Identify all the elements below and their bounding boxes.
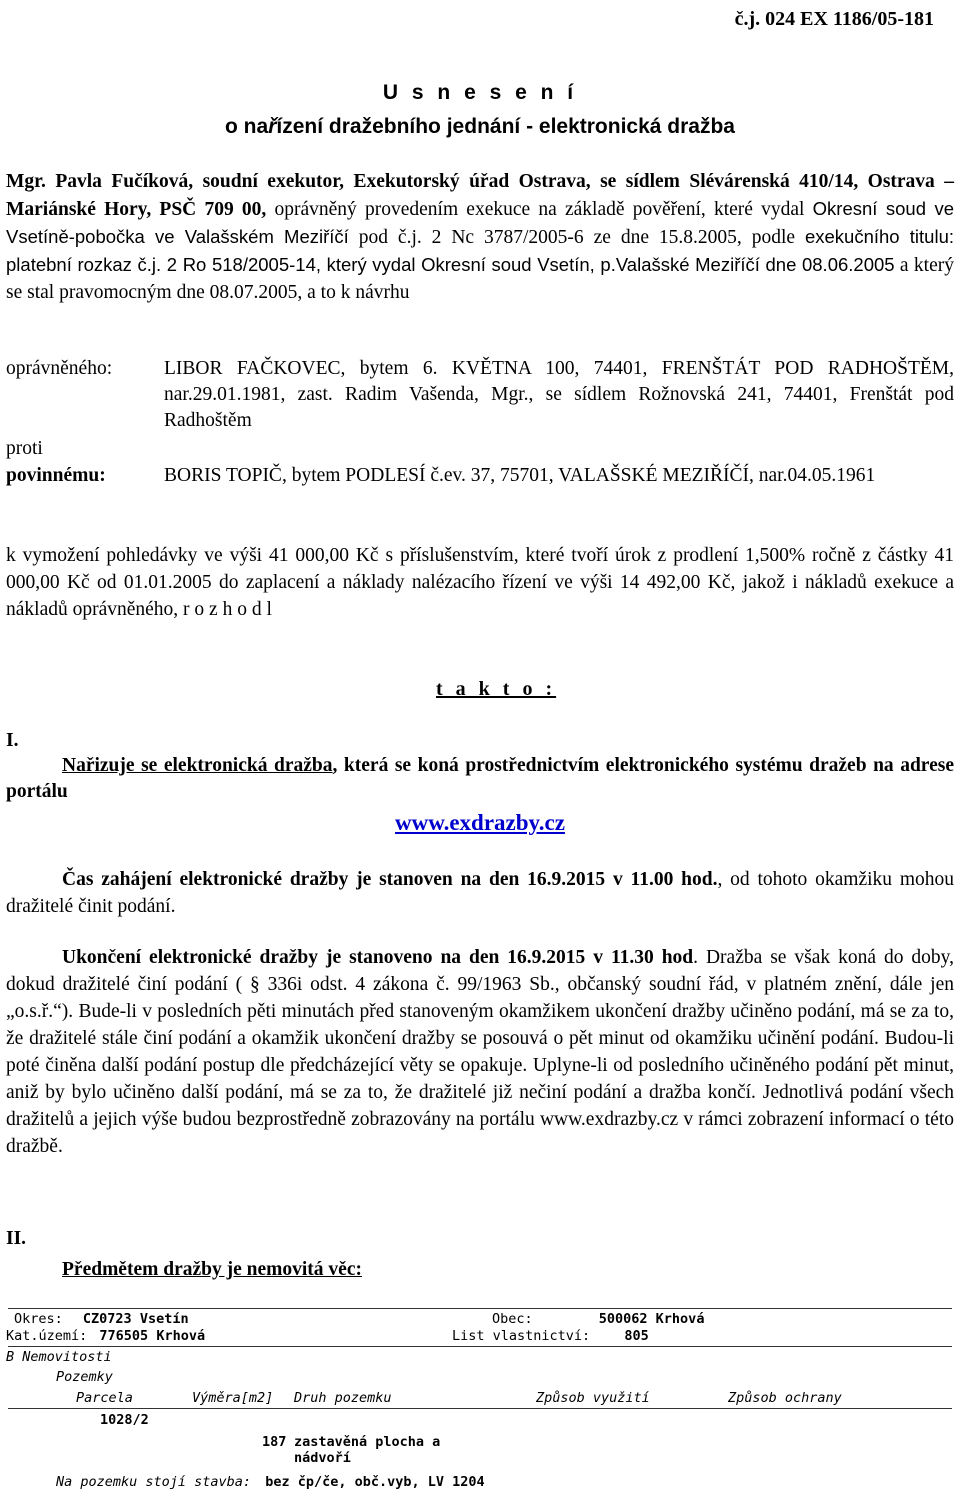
section-1-heading [6, 753, 954, 805]
intro-text: oprávněný provedením exekuce na základě pověření, které vydal [266, 199, 813, 220]
auction-start: Čas zahájení elektronické dražby je stanoven na den 16.9.2015 v 11.00 hod. [62, 869, 718, 890]
auction-order-rest: , která se koná prostřednictvím elektronického systému dražeb na adrese portálu [6, 755, 954, 802]
col-vyuziti: Způsob využití [536, 1390, 650, 1406]
col-druh: Druh pozemku [294, 1390, 392, 1406]
auction-start-paragraph [6, 866, 954, 920]
obec-value: 500062 Krhová [598, 1311, 705, 1327]
document-title: U s n e s e n í [382, 81, 578, 104]
row-druh: zastavěná plocha a nádvoří [294, 1434, 441, 1466]
lv-label: List vlastnictví: [452, 1328, 591, 1344]
intro-text: pod č.j. 2 Nc 3787/2005-6 ze dne 15.8.2005, podle [348, 227, 805, 248]
ku-label: Kat.území: [6, 1328, 88, 1344]
ku-value: 776505 Krhová [99, 1328, 206, 1344]
case-reference: č.j. 024 EX 1186/05-181 [734, 8, 934, 30]
intro-text: a který se stal pravomocným dne 08.07.2005, a to k návrhu [6, 255, 954, 303]
auction-end: Ukončení elektronické dražby je stanoveno na den 16.9.2015 v 11.30 hod [62, 947, 694, 968]
executor-identity: Mgr. Pavla Fučíková, soudní exekutor, Exekutorský úřad Ostrava, se sídlem Slévárenská 410/14, Ostrava – Mariánské Hory, PSČ 709 00, [6, 171, 954, 220]
lv-value: 805 [624, 1328, 649, 1344]
creditor-label: oprávněného: [6, 358, 113, 379]
court-name: Okresní soud ve Vsetíně-pobočka ve Valašském Meziříčí [6, 198, 955, 247]
col-vymera: Výměra[m2] [192, 1390, 274, 1406]
parcela-label: Parcela [76, 1390, 133, 1406]
obec-label: Obec: [492, 1311, 533, 1327]
stavba-value: bez čp/če, obč.vyb, LV 1204 [265, 1474, 485, 1490]
subtitle-part: o na [225, 115, 269, 138]
divider [8, 1346, 952, 1347]
auction-start-rest: , od tohoto okamžiku mohou dražitelé činit podání. [6, 869, 955, 917]
debtor-label: povinnému: [6, 465, 106, 486]
portal-link[interactable]: www.exdrazby.cz [395, 810, 565, 835]
auction-end-paragraph [6, 944, 954, 1160]
col-ochrany: Způsob ochrany [728, 1390, 842, 1406]
subtitle-part: ízení dražebního jednání - elektronická dražba [276, 115, 735, 138]
pozemky-label: Pozemky [56, 1369, 113, 1385]
b-heading: B Nemovitosti [6, 1349, 112, 1365]
row-vymera: 187 [262, 1434, 287, 1450]
stavba-label: Na pozemku stojí stavba: [56, 1474, 252, 1490]
auction-end-rest: . Dražba se však koná do doby, dokud dražitelé činí podání ( § 336i odst. 4 zákona č. 99/1963 Sb., občanský soudní řád, v platném znění, dále jen „o.s.ř.“). Bude-li v posledních pěti minutách před stanoveným okamžikem ukončení dražby učiněno podání, má se za to, že dražitelé stále činí podání a okamžik ukončení dražby se posouvá o pět minut od okamžiku učinění podání. Budou-li poté činěna další podání postup dle předcházející věty se opakuje. Uplyne-li od posledního učiněného podání pět minut, aniž by bylo učiněno další podání, má se za to, že dražitelé již nečiní podání a dražba končí. Jednotlivá podání všech dražitelů a jejich výše budou bezprostředně zobrazovány na portálu www.exdrazby.cz v rámci zobrazení informací o této dražbě. [6, 947, 955, 1157]
document-subtitle [0, 114, 960, 140]
divider [8, 1308, 952, 1309]
takto-heading: t a k t o : [436, 678, 557, 700]
section-2-number: II. [6, 1228, 27, 1249]
section-2-heading: Předmětem dražby je nemovitá věc: [62, 1259, 362, 1280]
claim-paragraph: k vymožení pohledávky ve výši 41 000,00 Kč s příslušenstvím, které tvoří úrok z prodlení 1,500% ročně z částky 41 000,00 Kč od 01.01.2005 do zaplacení a náklady nalézacího řízení ve výši 14 492,00 Kč, jakož i nákladů exekuce a nákladů oprávněného, r o z h o d l [6, 545, 954, 620]
okres-value: CZ0723 Vsetín [82, 1311, 189, 1327]
portal-url[interactable] [0, 810, 960, 836]
creditor-text: LIBOR FAČKOVEC, bytem 6. KVĚTNA 100, 74401, FRENŠTÁT POD RADHOŠTĚM, nar.29.01.1981, zast. Radim Vašenda, Mgr., se sídlem Rožnovská 241, 74401, Frenštát pod Radhoštěm [164, 358, 954, 431]
row-parcela: 1028/2 [100, 1412, 149, 1428]
section-1-number: I. [6, 730, 19, 751]
title-ref: exekučního titulu: platební rozkaz č.j. 2 Ro 518/2005-14, který vydal Okresní soud Vsetín, p.Valašské Meziříčí dne 08.06.2005 [6, 226, 955, 275]
versus-label: proti [6, 438, 43, 459]
debtor-text: BORIS TOPIČ, bytem PODLESÍ č.ev. 37, 75701, VALAŠSKÉ MEZIŘÍČÍ, nar.04.05.1961 [164, 465, 876, 486]
auction-order: Nařizuje se elektronická dražba [62, 755, 333, 776]
subtitle-part: ř [268, 115, 277, 138]
okres-label: Okres: [14, 1311, 63, 1327]
cadastre-extract [6, 1308, 954, 1498]
intro-paragraph [6, 168, 954, 306]
divider [8, 1408, 952, 1409]
